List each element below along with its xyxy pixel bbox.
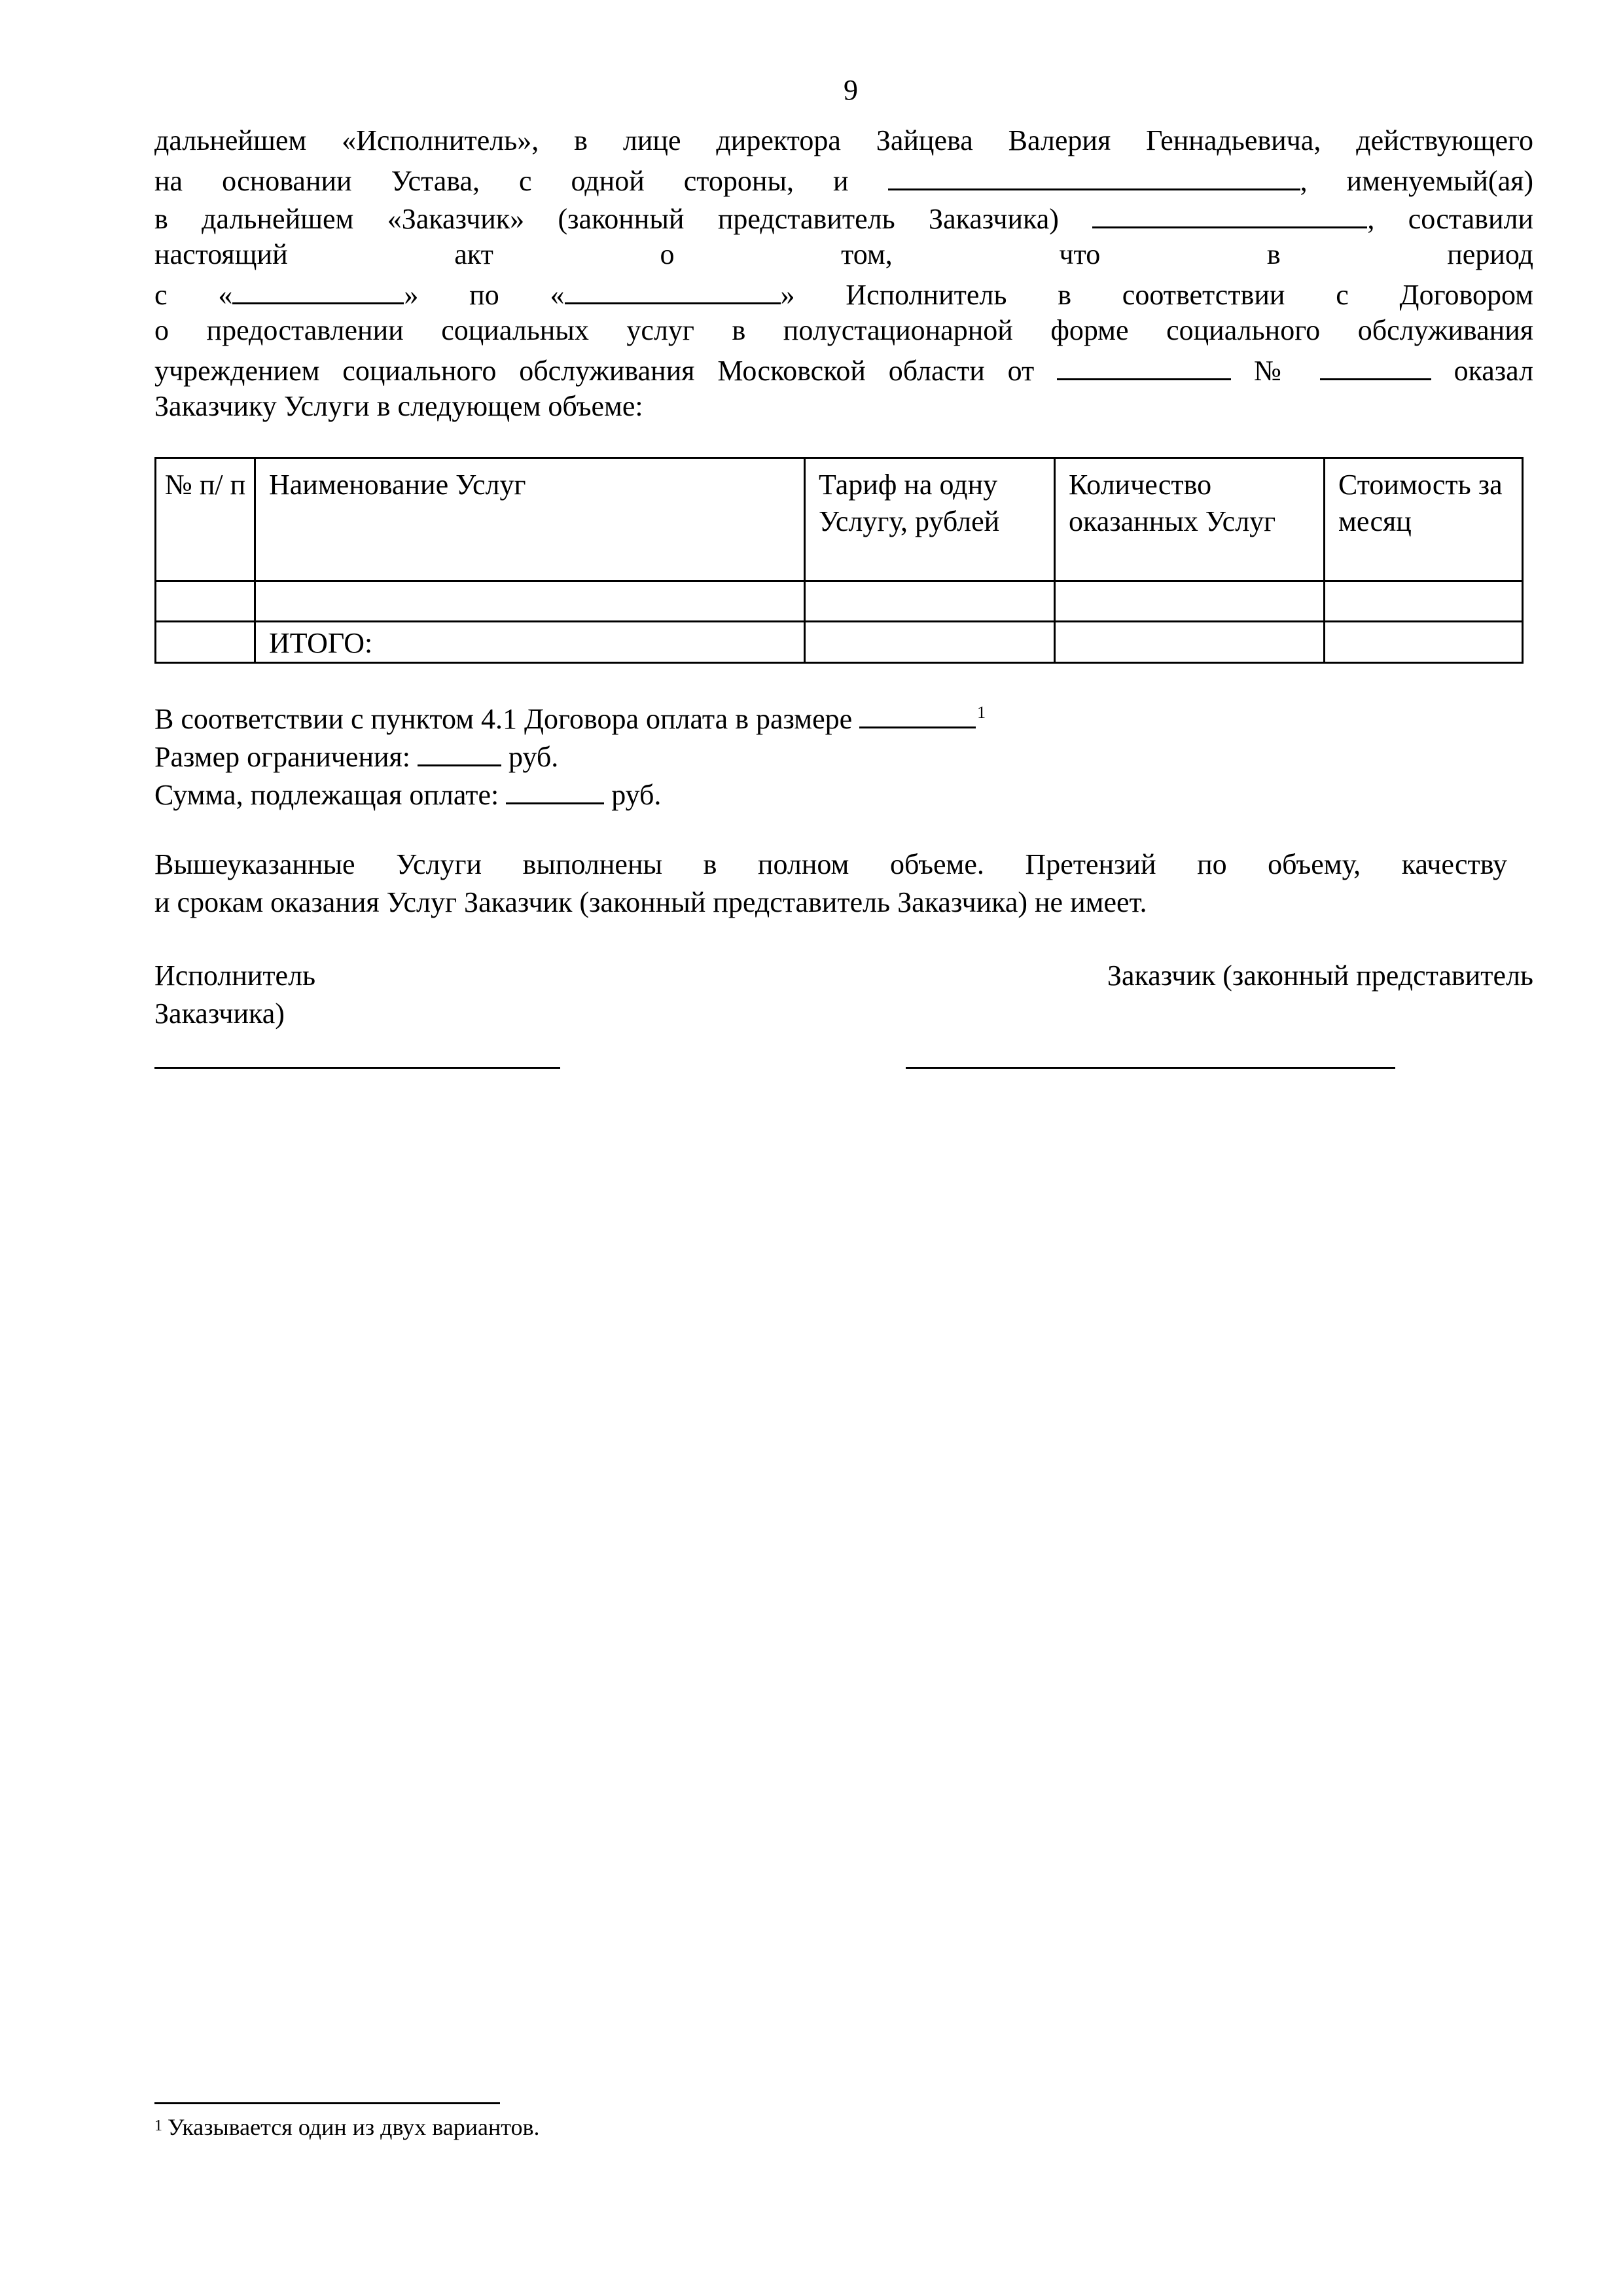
services-table [154,457,1524,664]
table-cell [156,622,255,663]
limit-currency: руб. [508,741,559,773]
payment-line-1 [154,698,1533,736]
sum-currency: руб. [611,779,662,811]
payment-amount-blank [859,698,976,728]
table-cell [1325,622,1523,663]
intro-line-1: дальнейшем «Исполнитель», в лице директора Зайцева Валерия Геннадьевича, действующего [154,124,1533,156]
period-from-prefix: с « [154,279,233,311]
header-cost: Стоимость за месяц [1325,458,1523,581]
table-total-row [156,622,1523,663]
customer-signature-label: Заказчик (законный представитель [1107,960,1533,992]
contract-number-blank [1320,350,1431,380]
representative-name-blank [1092,198,1367,228]
intro-line-5-text: » Исполнитель в соответствии с Договором [780,279,1533,311]
header-number: № п/ п [156,458,255,581]
contract-number-label: № [1254,355,1297,387]
customer-name-blank [888,160,1300,190]
header-service-name: Наименование Услуг [255,458,805,581]
customer-signature-label-cont: Заказчика) [154,997,285,1030]
executor-signature-label: Исполнитель [154,960,316,992]
table-cell [805,622,1055,663]
completion-line-1: Вышеуказанные Услуги выполнены в полном объеме. Претензий по объему, качеству [154,848,1507,880]
footnote-text: Указывается один из двух вариантов. [168,2114,540,2140]
intro-line-7-text: учреждением социального обслуживания Московской области от [154,355,1035,387]
period-from-blank [232,274,404,304]
limit-label: Размер ограничения: [154,741,411,773]
intro-line-7 [154,350,1533,387]
table-header-row [156,458,1523,581]
intro-line-2-text: на основании Устава, с одной стороны, и [154,165,849,197]
table-row [156,581,1523,622]
table-cell [1325,581,1523,622]
intro-line-4: настоящий акт о том, что в период [154,238,1533,270]
intro-line-2 [154,160,1533,198]
contract-date-blank [1057,350,1231,380]
payment-line-2 [154,736,1533,774]
table-cell [156,581,255,622]
period-to-blank [565,274,781,304]
intro-line-5 [154,274,1533,312]
table-cell [1055,622,1325,663]
customer-signature-line [906,1067,1395,1069]
intro-line-6: о предоставлении социальных услуг в полустационарной форме социального обслуживания [154,314,1533,346]
sum-label: Сумма, подлежащая оплате: [154,779,499,811]
header-tariff: Тариф на одну Услугу, рублей [805,458,1055,581]
intro-line-3-suffix: , составили [1367,203,1533,235]
intro-line-8: Заказчику Услуги в следующем объеме: [154,390,643,422]
page-number: 9 [844,74,858,106]
payment-line-3 [154,774,1533,812]
table-cell [255,581,805,622]
sum-amount-blank [506,774,604,804]
table-cell [805,581,1055,622]
completion-paragraph [154,846,1507,922]
act-intro-paragraph [154,122,1533,425]
payment-section [154,698,1533,812]
completion-line-2: и срокам оказания Услуг Заказчик (законный представитель Заказчика) не имеет. [154,886,1147,918]
table-cell [1055,581,1325,622]
footnote-separator [154,2102,500,2104]
intro-line-7-suffix: оказал [1454,355,1534,387]
executor-signature-line [154,1067,560,1069]
intro-line-3-text: в дальнейшем «Заказчик» (законный представитель Заказчика) [154,203,1059,235]
intro-line-2-suffix: , именуемый(ая) [1300,165,1533,197]
total-label: ИТОГО: [255,622,805,663]
footnote-reference: 1 [977,703,986,722]
signatures-block [154,957,1533,1088]
limit-amount-blank [418,736,501,766]
footnote [154,2111,540,2143]
header-quantity: Количество оказанных Услуг [1055,458,1325,581]
footnote-mark: 1 [154,2117,162,2134]
payment-line-1-text: В соответствии с пунктом 4.1 Договора оплата в размере [154,703,853,735]
intro-line-3 [154,198,1533,236]
period-to-prefix: » по « [404,279,565,311]
